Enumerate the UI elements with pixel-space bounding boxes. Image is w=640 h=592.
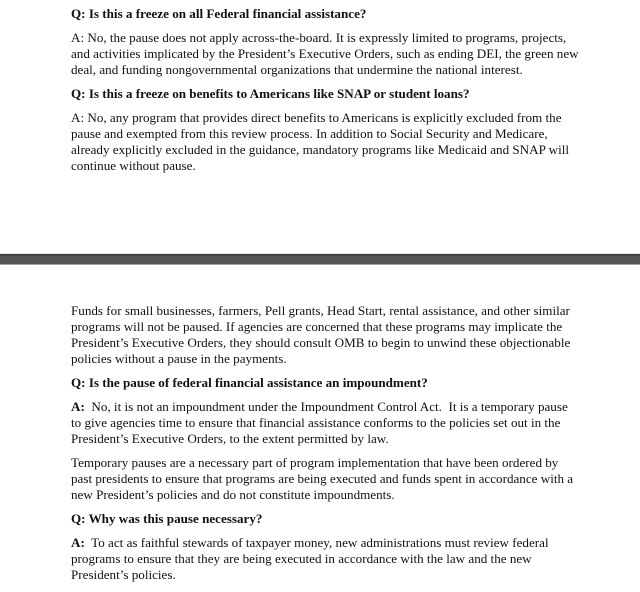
answer-impoundment: A: No, it is not an impoundment under the Impoundment Control Act. It is a temporary pause to give agencies time to ensure that financial assistance conforms to the policies set out in the President’s Executive Orders, to the extent permitted by law. xyxy=(71,399,568,446)
answer-benefits-freeze: A: No, any program that provides direct benefits to Americans is explicitly excluded from the pause and exempted from this review process. In addition to Social Security and Medicare, already explicitly excluded in the guidance, mandatory programs like Medicaid and SNAP will continue without pause. xyxy=(71,110,570,173)
continuation-paragraph: Funds for small businesses, farmers, Pell grants, Head Start, rental assistance, and other similar programs will not be paused. If agencies are concerned that these programs may implicate the President’s Executive Orders, they should consult OMB to begin to unwind these objectionable policies without a pause in the payments. xyxy=(71,303,571,366)
question-federal-freeze: Q: Is this a freeze on all Federal financial assistance? xyxy=(71,6,367,21)
document-page-2 xyxy=(0,265,640,592)
question-benefits-freeze: Q: Is this a freeze on benefits to Americans like SNAP or student loans? xyxy=(71,86,470,101)
question-why-pause: Q: Why was this pause necessary? xyxy=(71,511,263,526)
answer-federal-freeze: A: No, the pause does not apply across-the-board. It is expressly limited to programs, projects, and activities implicated by the President’s Executive Orders, such as ending DEI, the green new deal, and funding nongovernmental organizations that undermine the national interest. xyxy=(71,30,579,77)
document-page-1 xyxy=(0,0,640,253)
page-separator xyxy=(0,253,640,265)
temporary-pauses-paragraph: Temporary pauses are a necessary part of program implementation that have been ordered by past presidents to ensure that programs are being executed and funds spent in accordance with a new President’s policies and do not constitute impoundments. xyxy=(71,455,574,502)
question-impoundment: Q: Is the pause of federal financial assistance an impoundment? xyxy=(71,375,428,390)
answer-why-pause: A: To act as faithful stewards of taxpayer money, new administrations must review federal programs to ensure that they are being executed in accordance with the law and the new President’s policies. xyxy=(71,535,549,582)
